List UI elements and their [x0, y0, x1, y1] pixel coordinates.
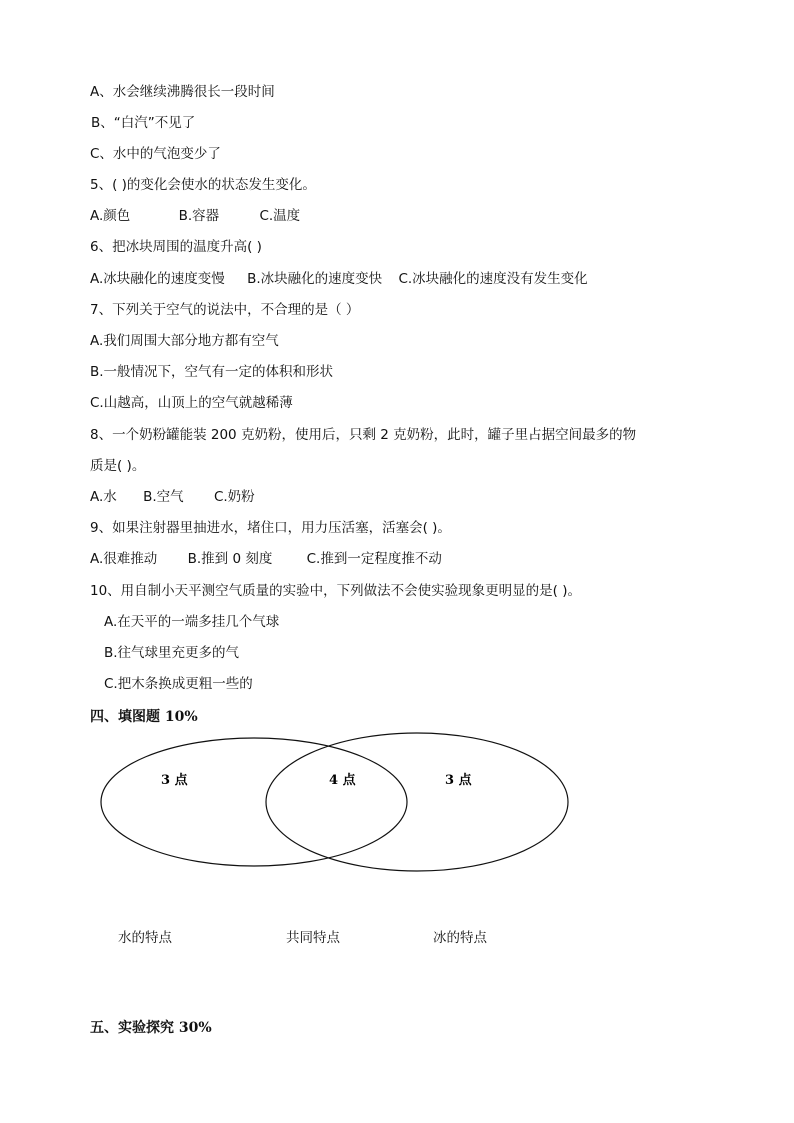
q10-stem: 10、用自制小天平测空气质量的实验中，下列做法不会使实验现象更明显的是( )。: [90, 583, 582, 599]
venn-middle-points: 4 点: [329, 773, 356, 788]
section-4-title: 四、填图题 10%: [90, 709, 198, 725]
q6-option-a: A.冰块融化的速度变慢: [90, 271, 225, 287]
q4-option-a: A、水会继续沸腾很长一段时间: [90, 84, 275, 100]
q7-option-a: A.我们周围大部分地方都有空气: [90, 333, 279, 349]
common-features-label: 共同特点: [286, 930, 340, 946]
q9-option-b: B.推到 0 刻度: [187, 551, 273, 567]
ice-features-label: 冰的特点: [433, 930, 487, 946]
q8-option-c: C.奶粉: [213, 489, 255, 505]
q9-option-c: C.推到一定程度推不动: [306, 551, 442, 567]
water-features-label: 水的特点: [118, 930, 172, 946]
q10-option-b: B.往气球里充更多的气: [104, 645, 240, 661]
q6-option-b: B.冰块融化的速度变快: [247, 271, 383, 287]
q5-stem: 5、( )的变化会使水的状态发生变化。: [90, 177, 316, 193]
q8-option-b: B.空气: [143, 489, 184, 505]
q5-option-b: B.容器: [178, 208, 220, 224]
q7-stem: 7、下列关于空气的说法中，不合理的是（ ）: [90, 302, 360, 318]
venn-right-ellipse: [266, 733, 568, 871]
q10-option-c: C.把木条换成更粗一些的: [104, 676, 253, 692]
q8-stem-line2: 质是( )。: [90, 458, 146, 474]
q8-stem-line1: 8、一个奶粉罐能装 200 克奶粉，使用后，只剩 2 克奶粉，此时，罐子里占据空间最多的物: [90, 427, 637, 443]
q5-option-a: A.颜色: [90, 208, 131, 224]
venn-left-points: 3 点: [161, 773, 188, 788]
q5-option-c: C.温度: [259, 208, 301, 224]
q7-option-b: B.一般情况下，空气有一定的体积和形状: [90, 364, 334, 380]
q9-option-a: A.很难推动: [90, 551, 158, 567]
q9-stem: 9、如果注射器里抽进水，堵住口，用力压活塞，活塞会( )。: [90, 520, 451, 536]
q6-stem: 6、把冰块周围的温度升高( ): [90, 239, 262, 255]
q4-option-b: B、“白汽”不见了: [91, 115, 196, 131]
venn-right-points: 3 点: [445, 773, 472, 788]
q10-option-a: A.在天平的一端多挂几个气球: [104, 614, 280, 630]
q4-option-c: C、水中的气泡变少了: [90, 146, 221, 162]
q8-option-a: A.水: [90, 489, 117, 505]
section-5-title: 五、实验探究 30%: [90, 1020, 212, 1036]
q6-option-c: C.冰块融化的速度没有发生变化: [398, 271, 588, 287]
venn-left-ellipse: [101, 738, 407, 866]
q7-option-c: C.山越高，山顶上的空气就越稀薄: [90, 395, 293, 411]
